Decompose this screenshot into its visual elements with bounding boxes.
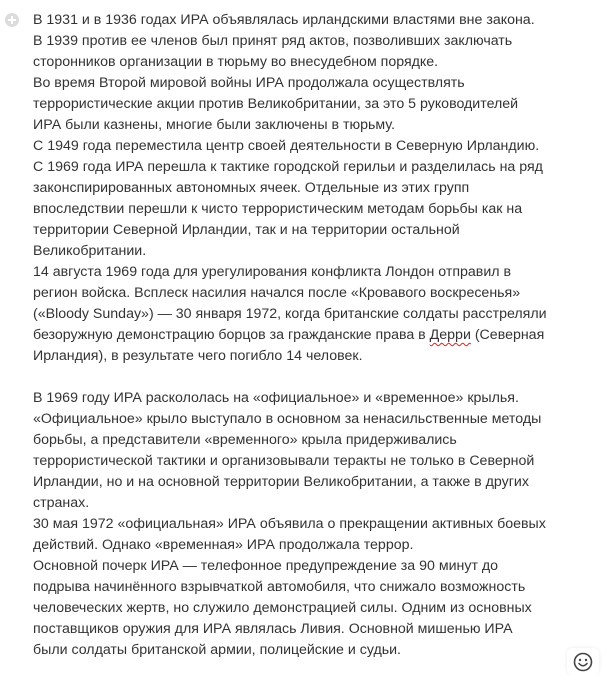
text-line: территории Северной Ирландии, так и на территории остальной (33, 222, 460, 238)
text-line: террористические акции против Великобритании, за это 5 руководителей (33, 96, 519, 112)
text-line: «Официальное» крыло выступало в основном за ненасильственные методы (33, 411, 542, 427)
text-line: Великобритании. (33, 243, 147, 259)
text-line: сторонников организации в тюрьму во внесудебном порядке. (33, 54, 439, 70)
text-line-derry (33, 325, 547, 346)
text-line: были солдаты британской армии, полицейские и судьи. (33, 642, 401, 658)
text-line: 14 августа 1969 года для урегулирования конфликта Лондон отправил в (33, 264, 512, 280)
text-line: В 1939 против ее членов был принят ряд актов, позволивших заключать (33, 33, 513, 49)
text-line: Во время Второй мировой войны ИРА продолжала осуществлять (33, 75, 465, 91)
text-line: В 1969 году ИРА раскололась на «официальное» и «временное» крылья. (33, 390, 519, 406)
smiley-icon (573, 652, 593, 672)
text-line: действий. Однако «временная» ИРА продолжала террор. (33, 537, 414, 553)
text-line: впоследствии перешли к чисто террористическим методам борьбы как на (33, 201, 523, 217)
text-line: подрыва начинённого взрывчаткой автомобиля, что снижало возможность (33, 579, 526, 595)
empty-line (33, 367, 547, 388)
text-line: («Bloody Sunday») — 30 января 1972, когда британские солдаты расстреляли (33, 306, 547, 322)
text-line: человеческих жертв, но служило демонстрацией силы. Одним из основных (33, 600, 532, 616)
text-line: С 1949 года переместила центр своей деятельности в Северную Ирландию. (33, 138, 540, 154)
text-segment: (Северная (470, 327, 545, 343)
text-line: террористической тактики и организовывали теракты не только в Северной (33, 453, 535, 469)
text-line: борьбы, а представители «временного» крыла придерживались (33, 432, 457, 448)
text-line: ИРА были казнены, многие были заключены в тюрьму. (33, 117, 395, 133)
document-body[interactable] (33, 10, 547, 661)
text-line: 30 мая 1972 «официальная» ИРА объявила о прекращении активных боевых (33, 516, 546, 532)
text-line: поставщиков оружия для ИРА являлась Ливия. Основной мишенью ИРА (33, 621, 513, 637)
text-line: В 1931 и в 1936 годах ИРА объявлялась ирландскими властями вне закона. (33, 12, 535, 28)
text-line: Ирландии, но и на основной территории Великобритании, а также в других (33, 474, 529, 490)
emoji-button[interactable] (567, 648, 599, 675)
text-line: странах. (33, 495, 90, 511)
text-segment: безоружную демонстрацию борцов за гражданские права в (33, 327, 430, 343)
text-line: Основной почерк ИРА — телефонное предупреждение за 90 минут до (33, 558, 499, 574)
text-line: законспирированных автономных ячеек. Отдельные из этих групп (33, 180, 470, 196)
text-line: регион войска. Всплеск насилия начался после «Кровавого воскресенья» (33, 285, 521, 301)
text-line: С 1969 года ИРА перешла к тактике городской герильи и разделилась на ряд (33, 159, 543, 175)
misspelled-word[interactable]: Дерри (429, 327, 471, 343)
add-block-button[interactable] (5, 13, 19, 27)
text-line: Ирландия), в результате чего погибло 14 человек. (33, 348, 363, 364)
